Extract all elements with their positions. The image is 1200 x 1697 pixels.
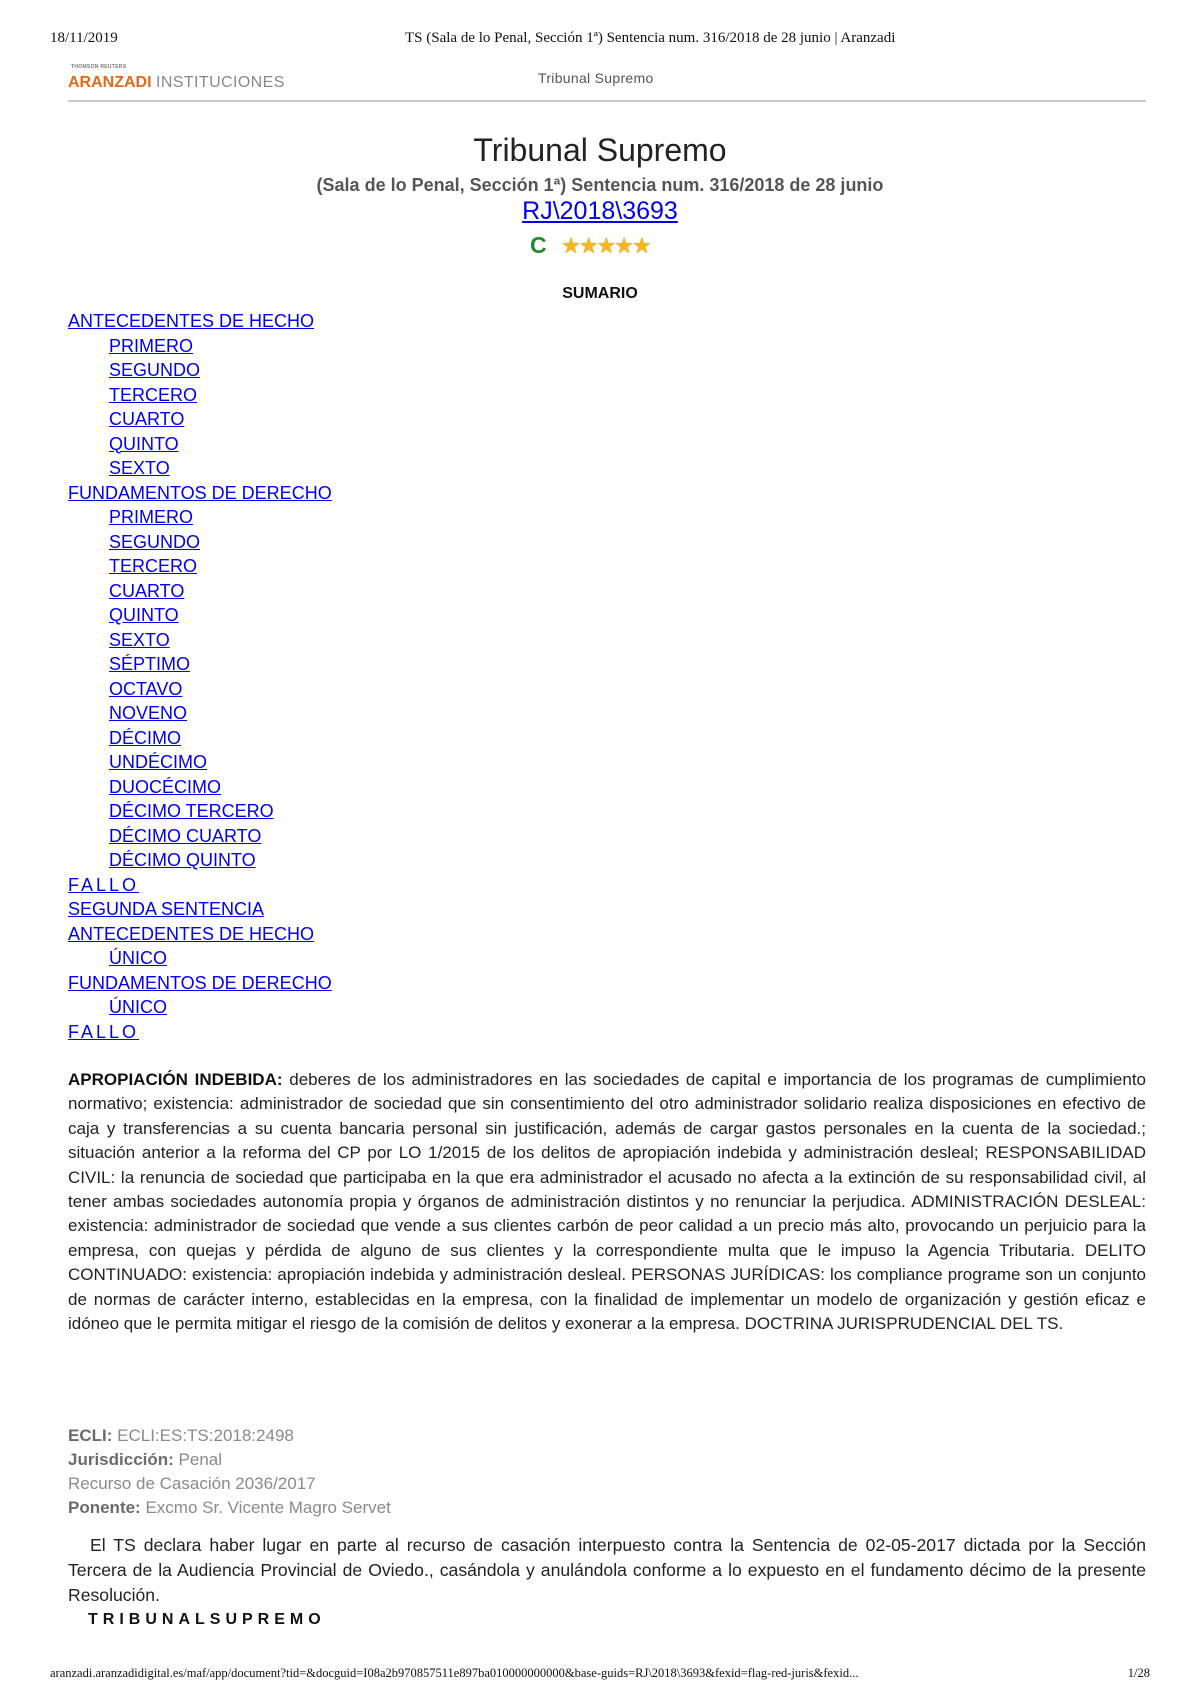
toc-item (68, 701, 668, 726)
star-icon: ★ (596, 232, 617, 258)
toc-link[interactable]: NOVENO (109, 703, 188, 723)
print-date: 18/11/2019 (50, 30, 118, 46)
jurisdiccion-label: Jurisdicción: (68, 1450, 174, 1469)
toc-item (68, 873, 668, 898)
logo-tagline: THOMSON REUTERS (71, 64, 127, 70)
case-summary (68, 1068, 1146, 1336)
star-icon: ★ (578, 232, 599, 258)
toc-item (68, 824, 668, 849)
print-page-title: TS (Sala de lo Penal, Sección 1ª) Sentencia num. 316/2018 de 28 junio | Aranzadi (405, 30, 896, 46)
document-rating (530, 232, 650, 260)
toc-link[interactable]: FUNDAMENTOS DE DERECHO (68, 972, 332, 993)
summary-text: deberes de los administradores en las sociedades de capital e importancia de los programas de cumplimiento normativo; existencia: administrador de sociedad que sin consentimiento del otro administrador solidario realiza disposiciones en efectivo de caja y transferencias a su cuenta bancaria personal sin justificación, además de cargar gastos personales en la cuenta de la sociedad.; situación anterior a la reforma del CP por LO 1/2015 de los delitos de apropiación indebida y administración desleal; RESPONSABILIDAD CIVIL: la renuncia de sociedad que participaba en la que era administrador el acusado no afecta a la extinción de su responsabilidad civil, al tener ambas sociedades autonomía propia y órganos de administración distintos y no renunciar la perjudica. ADMINISTRACIÓN DESLEAL: existencia: administrador de sociedad que vende a sus clientes carbón de peor calidad a un precio más alto, provocando un perjuicio para la empresa, con quejas y pérdida de alguno de sus clientes y la correspondiente multa que le impuso la Agencia Tributaria. DELITO CONTINUADO: existencia: apropiación indebida y administración desleal. PERSONAS JURÍDICAS: los compliance programe son un conjunto de normas de carácter interno, establecidas en la empresa, con la finalidad de implementar un modelo de organización y gestión eficaz e idóneo que le permita mitigar el riesgo de la comisión de delitos y exonerar a la empresa. DOCTRINA JURISPRUDENCIAL DEL TS. (68, 1070, 1146, 1334)
toc-link[interactable]: SEXTO (109, 458, 170, 478)
toc-link[interactable]: CUARTO (109, 409, 185, 429)
toc-item (68, 530, 668, 555)
toc-link[interactable]: PRIMERO (109, 507, 194, 527)
toc-link[interactable]: DÉCIMO (109, 727, 181, 748)
jurisdiccion-row (68, 1448, 868, 1472)
toc-item (68, 775, 668, 800)
toc-item (68, 456, 668, 481)
toc-link[interactable]: PRIMERO (109, 335, 194, 356)
logo-wordmark (68, 74, 285, 92)
toc-item (68, 677, 668, 702)
toc-item (68, 946, 668, 971)
ponente-label: Ponente: (68, 1498, 141, 1517)
ecli-label: ECLI: (68, 1426, 113, 1445)
toc-link[interactable]: TERCERO (109, 384, 198, 405)
decision-text: El TS declara haber lugar en parte al recurso de casación interpuesto contra la Sentencia de 02-05-2017 dictada por la Sección Tercera de la Audiencia Provincial de Oviedo., casándola y anulándola conforme a lo expuesto en el fundamento décimo de la presente Resolución. (68, 1535, 1146, 1605)
tribunal-supremo-heading: TRIBUNALSUPREMO (88, 1611, 326, 1628)
ecli-value: ECLI:ES:TS:2018:2498 (117, 1426, 294, 1445)
toc-item (68, 309, 668, 334)
toc-link[interactable]: QUINTO (109, 433, 179, 454)
print-header (50, 30, 1150, 52)
toc-item (68, 579, 668, 604)
toc-item (68, 726, 668, 751)
jurisdiccion-value: Penal (178, 1450, 223, 1469)
toc-link[interactable]: ANTECEDENTES DE HECHO (68, 923, 315, 944)
toc-item (68, 358, 668, 383)
page-number: 1/28 (1127, 1666, 1150, 1680)
toc-item (68, 1020, 668, 1045)
document-title: Tribunal Supremo (473, 132, 727, 168)
toc-item (68, 407, 668, 432)
toc-link[interactable]: DÉCIMO TERCERO (109, 801, 274, 821)
ponente-value: Excmo Sr. Vicente Magro Servet (145, 1498, 391, 1517)
toc-link[interactable]: ANTECEDENTES DE HECHO (68, 311, 315, 331)
star-icon: ★ (632, 232, 652, 258)
summary-lead: APROPIACIÓN INDEBIDA: (68, 1070, 283, 1089)
toc-item (68, 995, 668, 1020)
toc-item (68, 603, 668, 628)
print-footer (50, 1666, 1150, 1686)
toc-item (68, 334, 668, 359)
toc-link[interactable]: SÉPTIMO (109, 654, 191, 674)
toc-link[interactable]: FALLO (68, 874, 140, 895)
toc-item (68, 432, 668, 457)
toc-link[interactable]: SEXTO (109, 629, 170, 650)
logo-part-aranzadi: ARANZADI (68, 74, 152, 91)
toc-link[interactable]: ÚNICO (109, 948, 167, 968)
toc-link[interactable]: ÚNICO (109, 997, 167, 1017)
brand-section-title: Tribunal Supremo (538, 70, 654, 86)
case-metadata (68, 1424, 868, 1520)
toc-item (68, 750, 668, 775)
recurso-row: Recurso de Casación 2036/2017 (68, 1474, 316, 1493)
toc-item (68, 383, 668, 408)
toc-link[interactable]: UNDÉCIMO (109, 752, 207, 772)
toc-item (68, 481, 668, 506)
toc-item (68, 652, 668, 677)
toc-item (68, 799, 668, 824)
sumario-heading: SUMARIO (562, 285, 638, 302)
toc-item (68, 922, 668, 947)
toc-item (68, 554, 668, 579)
reference-link[interactable]: RJ\2018\3693 (522, 197, 678, 225)
brand-bar (68, 62, 1146, 102)
toc-link[interactable]: SEGUNDO (109, 531, 201, 552)
toc-item (68, 971, 668, 996)
toc-link[interactable]: CUARTO (109, 580, 185, 601)
toc-link[interactable]: TERCERO (109, 556, 198, 576)
toc-item (68, 848, 668, 873)
toc-link[interactable]: OCTAVO (109, 678, 183, 699)
star-icon: ★ (614, 232, 635, 258)
toc-link[interactable]: FUNDAMENTOS DE DERECHO (68, 482, 332, 503)
toc-item (68, 628, 668, 653)
logo-part-instituciones: INSTITUCIONES (156, 74, 285, 91)
sumario-toc (68, 309, 668, 1044)
toc-link[interactable]: DÉCIMO CUARTO (109, 825, 262, 846)
toc-link[interactable]: SEGUNDO (109, 360, 201, 380)
star-icon: ★ (561, 232, 581, 258)
aranzadi-logo[interactable] (68, 64, 308, 96)
rating-stars (561, 232, 652, 258)
ecli-row (68, 1424, 868, 1448)
toc-item (68, 505, 668, 530)
print-url: aranzadi.aranzadidigital.es/maf/app/document?tid=&docguid=I08a2b970857511e897ba010000000000&base-guids=RJ\2018\3693&fexid=flag-red-juris&fexid... (50, 1666, 859, 1680)
document-subtitle: (Sala de lo Penal, Sección 1ª) Sentencia num. 316/2018 de 28 junio (316, 175, 884, 195)
toc-item (68, 897, 668, 922)
toc-link[interactable]: SEGUNDA SENTENCIA (68, 899, 265, 919)
toc-link[interactable]: DÉCIMO QUINTO (109, 850, 256, 870)
toc-link[interactable]: DUOCÉCIMO (109, 776, 221, 797)
ponente-row (68, 1496, 868, 1520)
toc-link[interactable]: QUINTO (109, 605, 179, 625)
document-reference (0, 197, 1200, 226)
toc-link[interactable]: FALLO (68, 1021, 140, 1042)
rating-badge: C (530, 232, 547, 258)
